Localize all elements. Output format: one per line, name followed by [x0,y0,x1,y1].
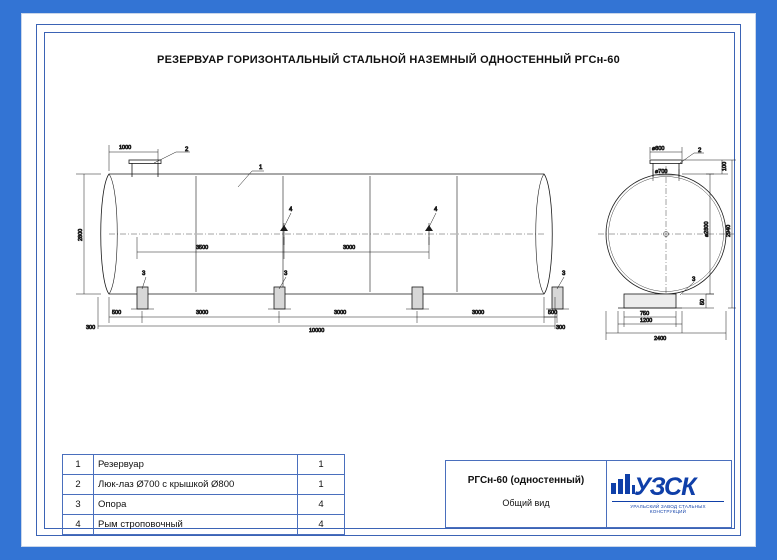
manhole-side [129,160,161,177]
dim-label-300-left: 300 [86,325,96,331]
table-row [63,475,345,495]
page-title: РЕЗЕРВУАР ГОРИЗОНТАЛЬНЫЙ СТАЛЬНОЙ НАЗЕМНЫЙ ОДНОСТЕННЫЙ РГСн-60 [157,54,620,66]
part-qty: 1 [298,455,345,475]
part-name: Резервуар [94,455,298,475]
factory-icon [610,471,636,497]
callout-2-side: 2 [185,147,189,153]
table-row [63,455,345,475]
logo-tagline: УРАЛЬСКИЙ ЗАВОД СТАЛЬНЫХ КОНСТРУКЦИЙ [630,504,706,514]
table-row [63,515,345,535]
parts-table [62,454,345,535]
logo-wordmark: УЗСК [634,473,696,501]
dim-label-300-right: 300 [556,325,566,331]
dim-label-3000-inner: 3000 [343,245,356,251]
dim-label-100: 100 [722,161,728,171]
tank-end-view [598,160,734,309]
callout-3-a: 3 [142,271,146,277]
callout-leaders-side [142,152,564,289]
callout-4-a: 4 [289,207,293,213]
dim-label-2400: 2400 [654,336,667,342]
part-name: Люк-лаз Ø700 с крышкой Ø800 [94,475,298,495]
dim-label-3000-c: 3000 [472,310,485,316]
drawing-sheet [22,14,755,546]
company-logo [606,461,730,527]
dim-label-1000: 1000 [119,145,132,151]
table-row [63,495,345,515]
logo-divider [612,501,724,502]
callout-1-side: 1 [259,165,263,171]
part-name: Опора [94,495,298,515]
part-name: Рым строповочный [94,515,298,535]
dim-label-1200: 1200 [640,318,653,324]
dim-label-2940: 2940 [726,224,732,237]
dim-label-3000-a: 3000 [196,310,209,316]
drawing-title: РГСн-60 (одностенный) [467,475,585,486]
dim-label-750: 750 [640,311,650,317]
dim-end-view [606,147,736,340]
tank-supports-side [137,287,563,309]
dim-manhole-offset [109,145,158,171]
technical-drawing [46,119,736,359]
dim-label-10000: 10000 [309,328,325,334]
dim-label-d800: ⌀800 [652,146,665,152]
dim-label-2800: 2800 [78,228,84,241]
callout-3-b: 3 [284,271,288,277]
dim-bottom-chain [98,297,557,329]
dim-label-500-right: 500 [548,310,558,316]
part-qty: 1 [298,475,345,495]
dim-label-3500: 3500 [196,245,209,251]
dim-label-d2800: ⌀2800 [704,221,710,237]
drawing-svg [46,119,736,359]
title-block-text [446,461,607,527]
dim-label-3000-b: 3000 [334,310,347,316]
callout-3-c: 3 [562,271,566,277]
callout-2-end: 2 [698,148,702,154]
part-number: 3 [63,495,94,515]
dim-label-d700: ⌀700 [655,169,668,175]
part-number: 4 [63,515,94,535]
part-number: 1 [63,455,94,475]
drawing-subtitle: Общий вид [502,498,550,508]
callout-3-end: 3 [692,277,696,283]
part-qty: 4 [298,495,345,515]
part-number: 2 [63,475,94,495]
title-block [445,460,732,528]
part-qty: 4 [298,515,345,535]
dim-label-50: 50 [700,298,706,305]
dim-label-500-left: 500 [112,310,122,316]
callout-4-b: 4 [434,207,438,213]
callout-leaders-end [680,153,704,295]
